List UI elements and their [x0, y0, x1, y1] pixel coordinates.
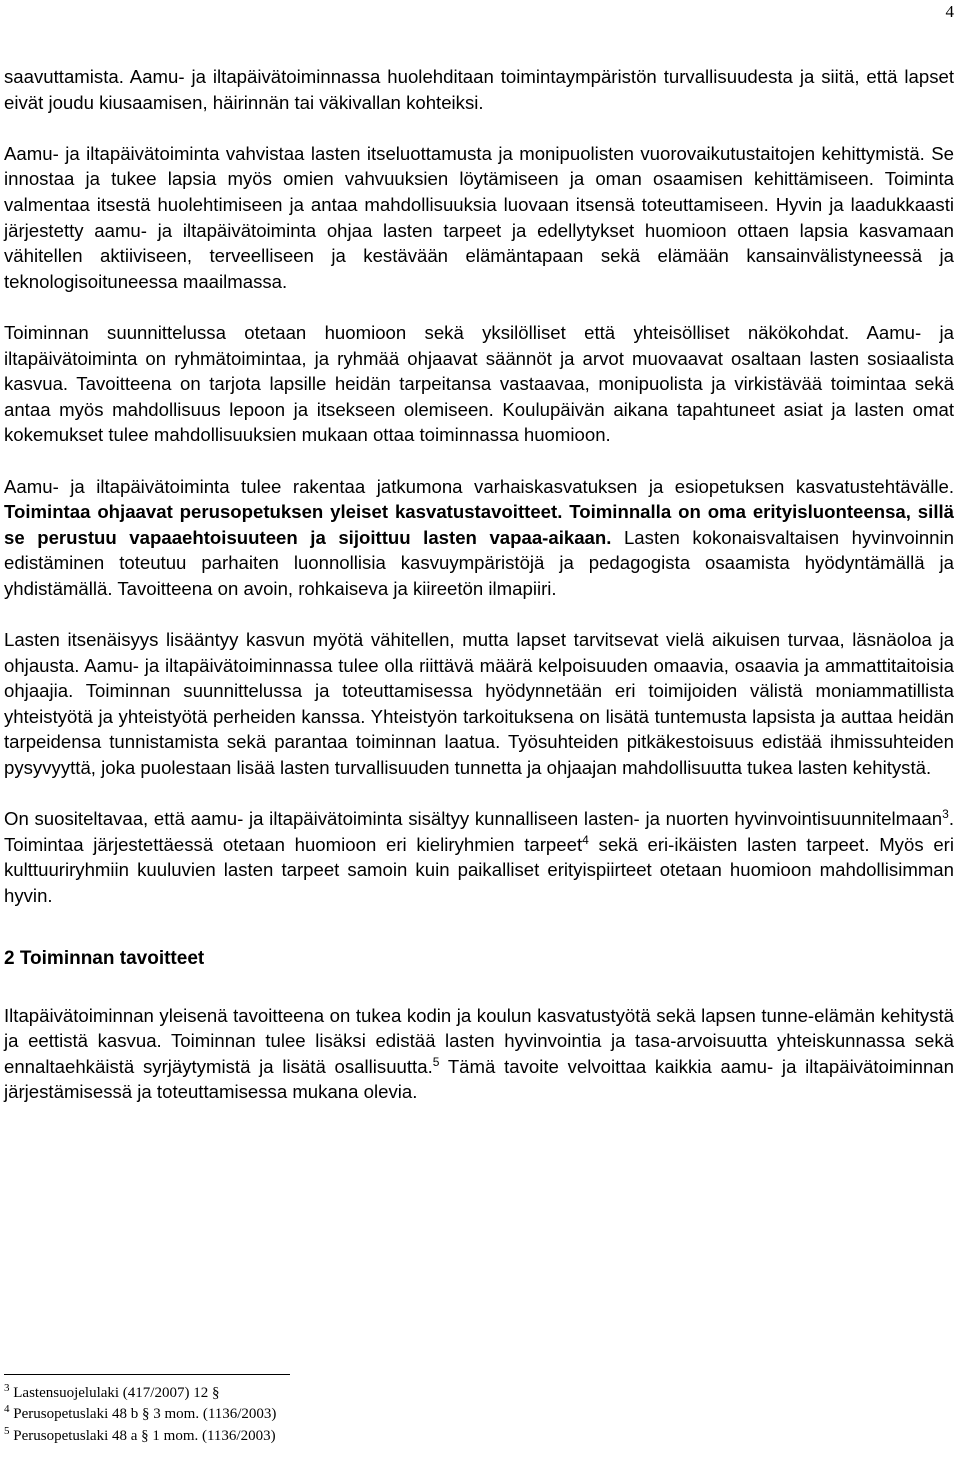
paragraph-interaction-skills: Aamu- ja iltapäivätoiminta vahvistaa lasten itseluottamusta ja monipuolisten vuorovaikutustaitojen kehittymistä. Se innostaa ja tukee lapsia myös omien vahvuuksien löytämiseen ja oman osaamisen kehittämiseen. Toiminta valmentaa itsestä huolehtimiseen ja antaa mahdollisuuksia luovaan itsensä toteuttamiseen. Hyvin ja laadukkaasti järjestetty aamu- ja iltapäivätoiminta ohjaa lasten tarpeet ja edellytykset huomioon ottaen lapsia kasvamaan vähitellen aktiiviseen, terveelliseen ja kestävään elämäntapaan sekä elämään kansainvälistyneessä ja teknologisoituneessa maailmassa. — [4, 142, 954, 292]
goals-text-a: Iltapäivätoiminnan yleisenä tavoitteena on tukea kodin ja koulun kasvatustyötä sekä lapsen tunne-elämän kehitystä ja eettistä kasvua. Toiminnan tulee lisäksi edistää lasten hyvinvointia ja tasa-arvoisuutta yhteiskunnassa sekä ennaltaehkäistä syrjäytymistä ja lisätä osallisuutta. — [4, 1004, 954, 1077]
section-heading: 2 Toiminnan tavoitteet — [4, 947, 205, 969]
footnote-text: Perusopetuslaki 48 b § 3 mom. (1136/2003) — [13, 1406, 277, 1423]
welfare-plan-text-c: sekä eri-ikäisten lasten tarpeet. Myös eri kulttuuriryhmiin kuuluvien lasten tarpeet samoin kuin paikalliset erityispiirteet otetaan huomioon mahdollisimman hyvin. — [4, 833, 954, 906]
paragraph-continuity — [4, 474, 954, 602]
welfare-plan-text-a: On suositeltavaa, että aamu- ja iltapäivätoiminta sisältyy kunnalliseen lasten- ja nuorten hyvinvointisuunnitelmaan — [4, 808, 943, 830]
footnote-ref-3[interactable]: 3 — [942, 807, 949, 822]
continuity-lead: Aamu- ja iltapäivätoiminta tulee rakentaa jatkumona varhaiskasvatuksen ja esiopetuksen kasvatustehtävälle. — [4, 475, 954, 497]
footnote-text: Lastensuojelulaki (417/2007) 12 § — [13, 1385, 220, 1401]
footnote-text: Perusopetuslaki 48 a § 1 mom. (1136/2003) — [13, 1427, 276, 1444]
footnote-ref-4[interactable]: 4 — [582, 832, 589, 847]
footnote-divider — [4, 1374, 290, 1375]
paragraph-goals — [4, 1003, 954, 1105]
page-number: 4 — [945, 2, 954, 21]
paragraph-welfare-plan — [4, 806, 954, 908]
footnote-item — [4, 1383, 276, 1404]
footnote-number: 5 — [4, 1424, 10, 1437]
continuity-rest: Lasten kokonaisvaltaisen hyvinvoinnin edistäminen toteutuu parhaiten luonnollisia kasvuympäristöjä ja pedagogista osaamista hyödyntämällä ja yhdistämällä. Tavoitteena on avoin, rohkaiseva ja kiireetön ilmapiiri. — [4, 526, 954, 599]
continuity-emphasis: Toimintaa ohjaavat perusopetuksen yleiset kasvatustavoitteet. Toiminnalla on oma erityisluonteensa, sillä se perustuu vapaaehtoisuuteen ja sijoittuu lasten vapaa-aikaan. — [4, 501, 954, 548]
footnote-ref-5[interactable]: 5 — [432, 1054, 440, 1069]
footnotes — [4, 1383, 276, 1447]
document-body — [4, 64, 954, 1105]
footnote-item — [4, 1426, 276, 1447]
welfare-plan-text-b: . Toimintaa järjestettäessä otetaan huomioon eri kieliryhmien tarpeet — [4, 808, 954, 855]
paragraph-planning: Toiminnan suunnittelussa otetaan huomioon sekä yksilölliset että yhteisölliset näkökohdat. Aamu- ja iltapäivätoiminta on ryhmätoimintaa, ja ryhmää ohjaavat säännöt ja arvot muovaavat osaltaan lasten sosiaalista kasvua. Tavoitteena on tarjota lapsille heidän tarpeitansa vastaavaa, monipuolista ja virkistävää toimintaa sekä antaa myös mahdollisuus lepoon ja itsekseen olemiseen. Koulupäivän aikana tapahtuneet asiat ja lasten omat kokemukset tulee mahdollisuuksien mukaan ottaa toiminnassa huomioon. — [4, 321, 954, 446]
goals-text-b: Tämä tavoite velvoittaa kaikkia aamu- ja iltapäivätoiminnan järjestämisessä ja toteuttamisessa mukana olevia. — [4, 1055, 954, 1103]
footnote-item — [4, 1404, 276, 1425]
paragraph-safety: saavuttamista. Aamu- ja iltapäivätoiminnassa huolehditaan toimintaympäristön turvallisuudesta ja siitä, että lapset eivät joudu kiusaamisen, häirinnän tai väkivallan kohteiksi. — [4, 66, 954, 113]
footnote-number: 4 — [4, 1403, 10, 1416]
footnote-number: 3 — [4, 1382, 10, 1394]
paragraph-independence: Lasten itsenäisyys lisääntyy kasvun myötä vähitellen, mutta lapset tarvitsevat vielä aikuisen turvaa, läsnäoloa ja ohjausta. Aamu- ja iltapäivätoiminnassa tulee olla riittävä määrä kelpoisuuden omaavia, osaavia ja ammattitaitoisia ohjaajia. Toiminnan suunnittelussa ja toteuttamisessa hyödynnetään eri toimijoiden välistä moniammatillista yhteistyötä ja yhteistyötä perheiden kanssa. Yhteistyön tarkoituksena on lisätä tuntemusta lapsista ja auttaa heidän tarpeidensa tunnistamista sekä parantaa toiminnan laatua. Työsuhteiden pitkäkestoisuus edistää ihmissuhteiden pysyvyyttä, joka puolestaan lisää lasten turvallisuuden tunnetta ja ohjaajan mahdollisuutta tukea lasten kehitystä. — [4, 629, 954, 779]
